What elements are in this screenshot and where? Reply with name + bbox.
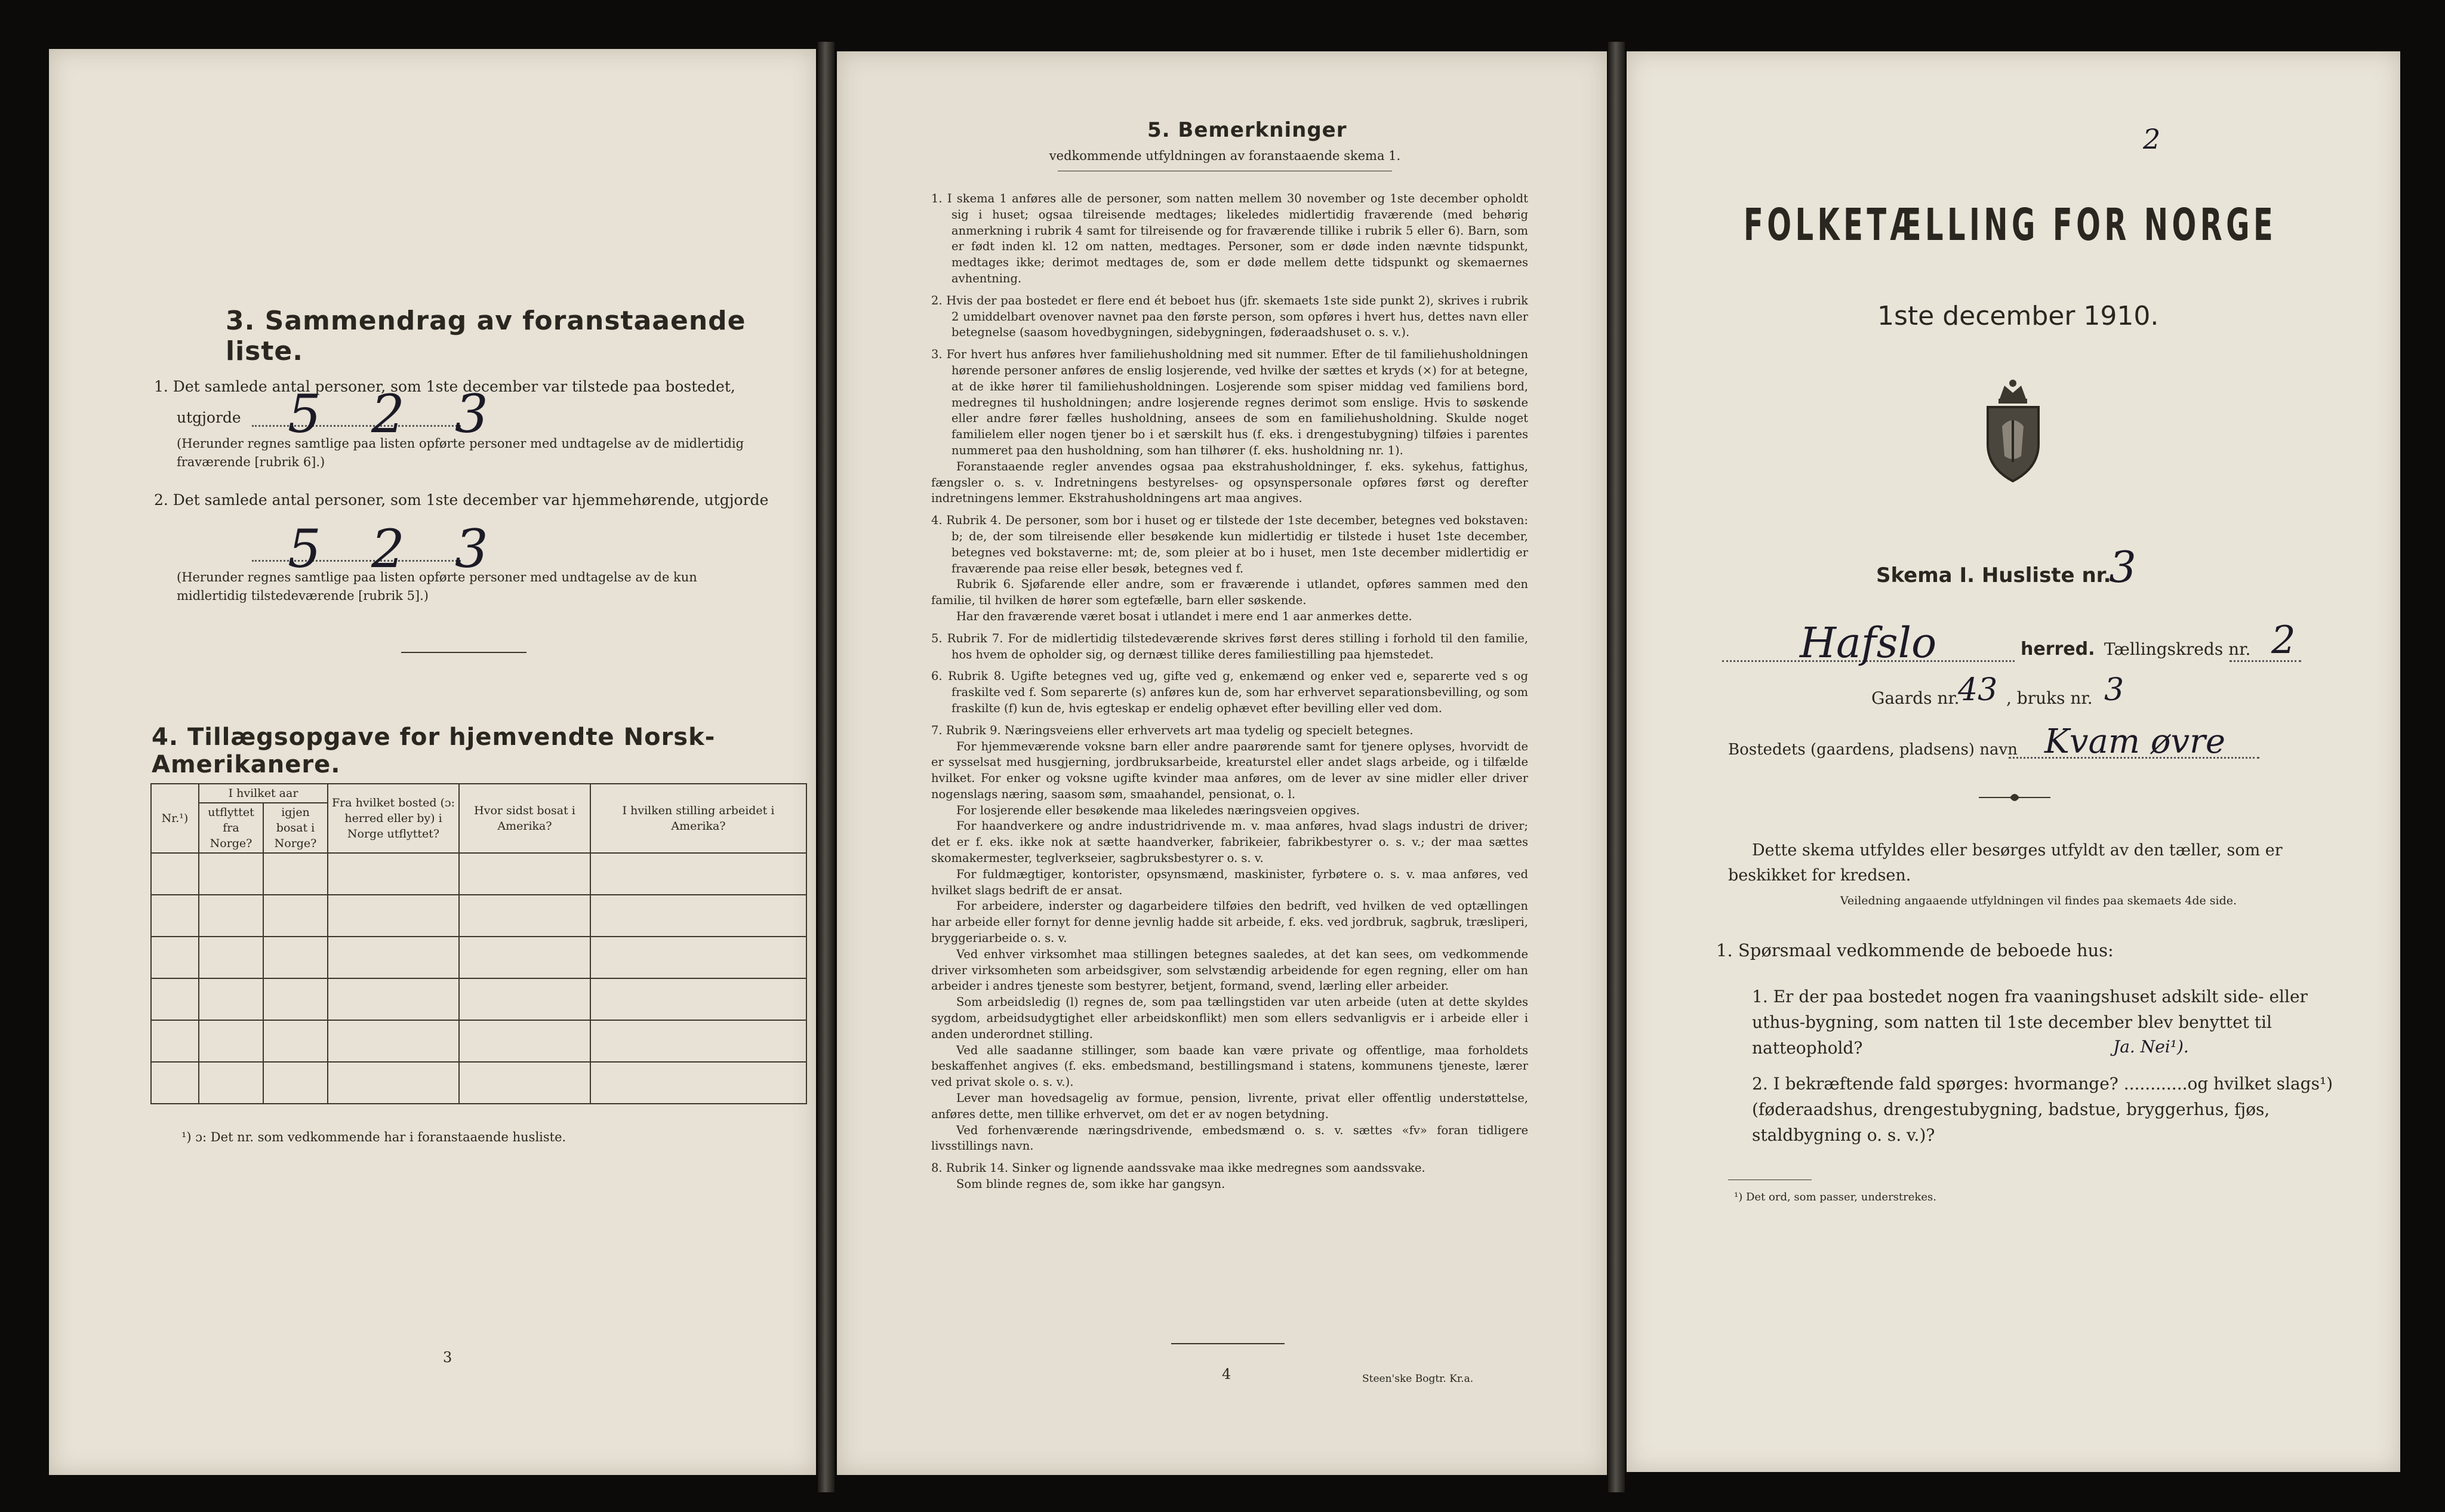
col-nr: Nr.¹) <box>151 784 199 853</box>
binding-fold-left <box>818 42 834 1492</box>
remark-4c: Har den fraværende været bosat i utlandet i mere end 1 aar anmerkes dette. <box>956 609 1412 623</box>
bruks-value: 3 <box>2104 672 2124 708</box>
col-group-year: I hvilket aar <box>199 784 328 803</box>
questions-header: 1. Spørsmaal vedkommende de beboede hus: <box>1716 940 2114 960</box>
col-last-place: Hvor sidst bosat i Amerika? <box>459 784 590 853</box>
q1-text: 1. Det samlede antal personer, som 1ste december var tilstede paa bostedet, <box>154 378 735 395</box>
gaards-value: 43 <box>1958 672 1998 708</box>
herred-value: Hafslo <box>1800 618 1937 667</box>
binding-fold-right <box>1608 42 1625 1492</box>
question-1: 1. Er der paa bostedet nogen fra vaaningshuset adskilt side- eller uthus-bygning, som natten til 1ste december blev benyttet til natteophold? <box>1752 987 2308 1058</box>
question-1-answer: Ja. Nei¹). <box>2113 1037 2189 1057</box>
remark-5: 5. Rubrik 7. For de midlertidig tilstedeværende skrives først deres stilling i forhold til den familie, hos hvem de opholder sig, og dernæst tillike deres familiestilling paa hjemstedet. <box>931 631 1528 661</box>
table-row <box>151 1020 806 1062</box>
question-2: 2. I bekræftende fald spørges: hvormange? ............og hvilket slags¹) (føderaadshus, drengestubygning, badstue, bryggerhus, fjøs, staldbygning o. s. v.)? <box>1752 1074 2333 1145</box>
herred-label: herred. <box>2021 639 2095 660</box>
norsk-amerikanere-table <box>150 783 807 1104</box>
page-number: 3 <box>443 1349 452 1366</box>
q2-value: 5 2 3 <box>288 518 505 580</box>
remark-7d: For haandverkere og andre industridrivende m. v. maa anføres, hvad slags industri de driver; det er f. eks. ikke nok at sætte haandverker, fabrikeier, fabrikbestyrer o. s. v.; der maa sættes skomakermester, teglverkseier, sagbruksbestyrer o. s. v. <box>931 819 1528 866</box>
end-rule <box>1171 1343 1285 1344</box>
separator-rule <box>401 652 526 653</box>
remark-6: 6. Rubrik 8. Ugifte betegnes ved ug, gifte ved g, enkemænd og enker ved e, separerte ved s og fraskilte ved f. Som separerte (s) anføres kun de, som har erhvervet separationsbevilling, og som fraskilte (f) kun de, hvis egteskap er endelig ophævet efter bevilling eller ved dom. <box>931 669 1528 715</box>
remarks-body <box>931 191 1528 1193</box>
col-returned: igjen bosat i Norge? <box>263 803 328 853</box>
col-occupation: I hvilken stilling arbeidet i Amerika? <box>590 784 806 853</box>
intro-small: Veiledning angaaende utfyldningen vil findes paa skemaets 4de side. <box>1840 894 2237 907</box>
table-row <box>151 1062 806 1104</box>
remark-8: 8. Rubrik 14. Sinker og lignende aandssvake maa ikke medregnes som aandssvake. <box>931 1161 1425 1175</box>
remark-7k: Ved forhenværende næringsdrivende, embedsmænd o. s. v. sættes «fv» foran tidligere livsstillings navn. <box>931 1123 1528 1153</box>
q2-text: 2. Det samlede antal personer, som 1ste december var hjemmehørende, utgjorde <box>154 491 769 509</box>
q1-value: 5 2 3 <box>288 383 505 445</box>
remarks-subtitle: vedkommende utfyldningen av foranstaaende skema 1. <box>1049 149 1401 163</box>
footnote: ¹) Det ord, som passer, understrekes. <box>1734 1191 1936 1203</box>
schema-label: Skema I. Husliste nr. <box>1876 563 2111 587</box>
page-left <box>49 49 816 1475</box>
remark-3b: Foranstaaende regler anvendes ogsaa paa ekstrahusholdninger, f. eks. sykehus, fattighus, fængsler o. s. v. Indretningens bestyrelses- og opsynspersonale opføres først og derefter indretningens lemmer. Ekstrahusholdningens art maa angives. <box>931 459 1528 506</box>
remark-2: 2. Hvis der paa bostedet er flere end ét beboet hus (jfr. skemaets 1ste side punkt 2), skrives i rubrik 2 umiddelbart ovenover navnet paa den første person, som opføres i hvert hus, dettes navn eller betegnelse (saasom hovedbygningen, sidebygningen, føderaadshuset o. s. v.). <box>931 293 1528 340</box>
section4-title: 4. Tillægsopgave for hjemvendte Norsk-Amerikanere. <box>152 723 716 778</box>
footnote: ¹) ɔ: Det nr. som vedkommende har i foranstaaende husliste. <box>181 1130 566 1144</box>
remark-7j: Lever man hovedsagelig av formue, pension, livrente, privat eller offentlig understøttelse, anføres dette, men tillike erhvervet, om det er av nogen betydning. <box>931 1091 1528 1121</box>
remarks-title: 5. Bemerkninger <box>1147 118 1347 142</box>
col-from-place: Fra hvilket bosted (ɔ: herred eller by) i Norge utflyttet? <box>328 784 459 853</box>
col-emigrated: utflyttet fra Norge? <box>199 803 263 853</box>
form-title: FOLKETÆLLING FOR NORGE <box>1744 199 2277 251</box>
remark-4b: Rubrik 6. Sjøfarende eller andre, som er fraværende i utlandet, opføres sammen med den familie, til hvilken de hører som egtefælle, barn eller søskende. <box>931 577 1528 608</box>
bruks-label: , bruks nr. <box>2006 688 2093 708</box>
table-row <box>151 937 806 978</box>
page-right <box>1627 51 2400 1472</box>
krets-value: 2 <box>2271 618 2296 663</box>
form-date: 1ste december 1910. <box>1877 301 2159 331</box>
remark-4: 4. Rubrik 4. De personer, som bor i huset og er tilstede der 1ste december, betegnes ved bokstaven: b; de, der som tilreisende eller besøkende kun midlertidig er tilstede i huset 1ste december, betegnes ved bokstaverne: mt; de, som pleier at bo i huset, men 1ste december midlertidig er fraværende paa reise eller besøk, betegnes ved f. <box>931 513 1528 575</box>
section3-title: 3. Sammendrag av foranstaaende liste. <box>226 306 746 367</box>
remark-7b: For hjemmeværende voksne barn eller andre paarørende samt for tjenere oplyses, hvorvidt de er sysselsat med husgjerning, jordbruksarbeide, kreaturstel eller andet slags arbeide, og i tilfælde hvilket. For enker og voksne ugifte kvinder maa anføres, om de lever av sine midler eller driver nogenslags næring, saasom søm, smaahandel, pensionat, o. l. <box>931 739 1528 801</box>
printer-mark: Steen'ske Bogtr. Kr.a. <box>1362 1373 1474 1385</box>
remark-7f: For arbeidere, inderster og dagarbeidere tilføies den bedrift, ved hvilken de ved optællingen har arbeide eller fornyt for denne jevnlig hadde sit arbeide, f. eks. ved jordbruk, sagbruk, træsliperi, bryggeriarbeide o. s. v. <box>931 899 1528 946</box>
husliste-number: 3 <box>2109 542 2136 592</box>
remark-8b: Som blinde regnes de, som ikke har gangsyn. <box>956 1177 1225 1191</box>
table-row <box>151 853 806 895</box>
remark-7g: Ved enhver virksomhet maa stillingen betegnes saaledes, at det kan sees, om vedkommende driver virksomheten som arbeidsgiver, som selvstændig arbeidende for egen regning, eller om han arbeider i andres tjeneste som bestyrer, betjent, formand, svend, lærling eller arbeider. <box>931 947 1528 993</box>
remark-7h: Som arbeidsledig (l) regnes de, som paa tællingstiden var uten arbeide (uten at dette skyldes sygdom, arbeidsudygtighet eller arbeidskonflikt) men som ellers sedvanligvis er i arbeide eller i anden underordnet stilling. <box>931 995 1528 1041</box>
gaards-label: Gaards nr. <box>1871 688 1960 708</box>
remark-7: 7. Rubrik 9. Næringsveiens eller erhvervets art maa tydelig og specielt betegnes. <box>931 723 1414 737</box>
remark-7i: Ved alle saadanne stillinger, som baade kan være private og offentlige, maa forholdets beskaffenhet angives (f. eks. embedsmand, bestillingsmand i statens, kommunens tjeneste, lærer ved privat skole o. s. v.). <box>931 1043 1528 1089</box>
q1-note: (Herunder regnes samtlige paa listen opførte personer med undtagelse av de midlertidig fraværende [rubrik 6].) <box>177 436 744 469</box>
ornament-icon <box>1979 790 2050 805</box>
coat-of-arms-icon <box>1982 378 2044 486</box>
bosted-label: Bostedets (gaardens, pladsens) navn <box>1728 741 2018 759</box>
intro-text: Dette skema utfyldes eller besørges utfyldt av den tæller, som er beskikket for kredsen. <box>1728 841 2283 885</box>
table-row <box>151 978 806 1020</box>
remark-3: 3. For hvert hus anføres hver familiehusholdning med sit nummer. Efter de til familiehusholdningen hørende personer anføres de enslig losjerende, ved hvilke der sættes et kryds (×) for at betegne, at de ikke hører til familiehusholdningen. Losjerende som spiser middag ved familiens bord, medregnes til husholdningen; andre losjerende regnes derimot som enslige. Hvis to søskende eller andre fører fælles husholdning, ansees de som en familiehusholdning. Skulde noget familielem eller nogen tjener bo i et særskilt hus (f. eks. i drengestubygning) tilføies i parentes nummeret paa den husholdning, som han tilhører (f. eks. husholdning nr. 1). <box>931 347 1528 457</box>
krets-label: Tællingskreds nr. <box>2104 639 2251 659</box>
remark-7e: For fuldmægtiger, kontorister, opsynsmænd, maskinister, fyrbøtere o. s. v. maa anføres, ved hvilket slags bedrift de er ansat. <box>931 867 1528 897</box>
bosted-value: Kvam øvre <box>2044 722 2226 761</box>
remark-7c: For losjerende eller besøkende maa likeledes næringsveien opgives. <box>956 803 1360 817</box>
remark-1: 1. I skema 1 anføres alle de personer, som natten mellem 30 november og 1ste december opholdt sig i huset; ogsaa tilreisende medtages; likeledes midlertidig fraværende (med behørig anmerkning i rubrik 4 samt for tilreisende og for fraværende tillike i rubrik 5 eller 6). Barn, som er født inden kl. 12 om natten, medtages. Personer, som er døde inden nævnte tidspunkt, medtages ikke; derimot medtages de, som er døde mellem dette tidspunkt og skemaernes avhentning. <box>931 192 1528 285</box>
q1-prefix: utgjorde <box>177 409 241 426</box>
page-number: 4 <box>1222 1366 1231 1382</box>
corner-mark: 2 <box>2143 123 2161 155</box>
page-middle <box>837 51 1607 1475</box>
q2-note: (Herunder regnes samtlige paa listen opførte personer med undtagelse av de kun midlertidig tilstedeværende [rubrik 5].) <box>177 570 697 603</box>
table-row <box>151 895 806 937</box>
